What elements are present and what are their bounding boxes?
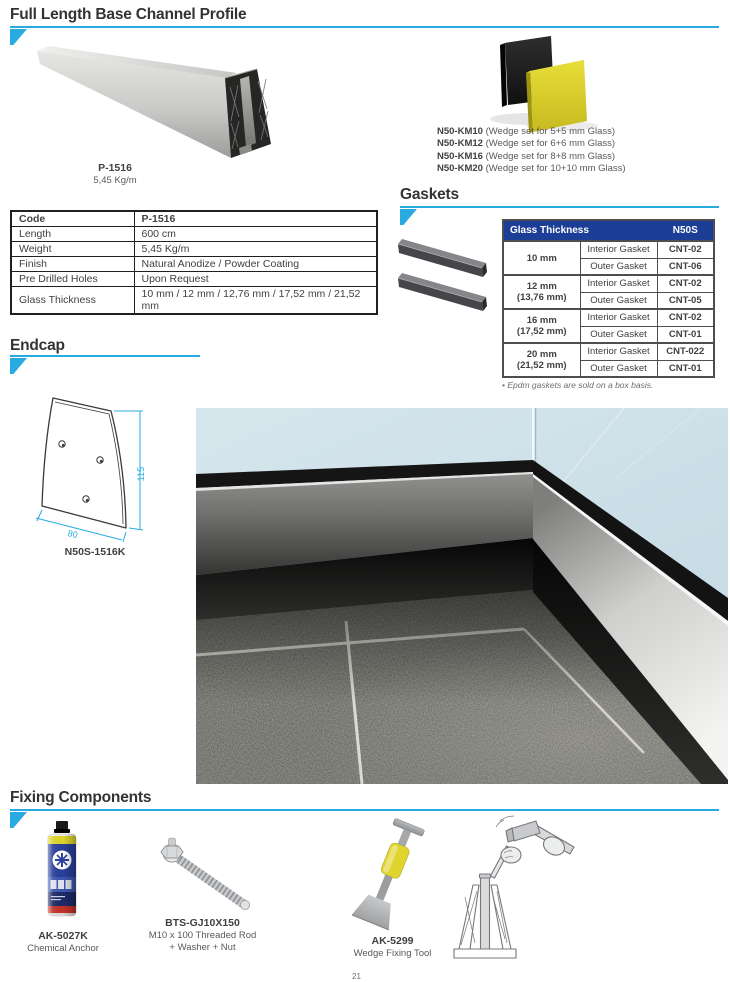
fixing-item-caption [345, 935, 440, 960]
wedge-set-item: N50-KM10 (Wedge set for 5+5 mm Glass) [437, 126, 616, 137]
fixing-item-desc: + Washer + Nut [169, 942, 236, 953]
spec-value: Upon Request [134, 272, 377, 287]
wedge-set-item: N50-KM20 (Wedge set for 10+10 mm Glass) [437, 163, 626, 175]
fixing-item-desc: Chemical Anchor [27, 943, 99, 954]
wedge-set-image [478, 33, 608, 133]
gasket-code-cell: CNT-02 [657, 241, 714, 258]
gasket-code-cell: CNT-05 [657, 292, 714, 309]
chemical-anchor-image [44, 820, 80, 920]
profile-code: P-1516 [98, 162, 132, 174]
gasket-strip [398, 239, 487, 277]
gaskets-title: Gaskets [400, 186, 459, 203]
installation-photo [196, 408, 728, 784]
gasket-code-cell: CNT-01 [657, 360, 714, 377]
table-row [11, 242, 377, 257]
spec-value: 600 cm [134, 227, 377, 242]
thickness-cell: 10 mm [503, 241, 580, 275]
page-number: 21 [352, 972, 361, 981]
fixing-item-desc: M10 x 100 Threaded Rod [148, 930, 257, 941]
endcap-flag [10, 358, 27, 374]
table-row [11, 227, 377, 242]
gaskets-rule [400, 206, 719, 208]
gasket-type-cell: Interior Gasket [580, 241, 657, 258]
fixing-item-code: BTS-GJ10X150 [165, 917, 240, 929]
endcap-drawing [30, 386, 160, 544]
table-row [503, 275, 714, 292]
clamp-cross-section [454, 874, 516, 958]
yellow-wedge-plate [526, 60, 587, 133]
endcap-title: Endcap [10, 337, 65, 354]
gasket-type-cell: Outer Gasket [580, 258, 657, 275]
thickness-cell: 20 mm (21,52 mm) [503, 343, 580, 377]
gasket-strip [398, 273, 487, 311]
gasket-code-cell: CNT-02 [657, 309, 714, 326]
tool-body [352, 817, 427, 930]
col-series: N50S [657, 220, 714, 241]
spec-value: Natural Anodize / Powder Coating [134, 257, 377, 272]
fixing-item-code: AK-5027K [38, 930, 88, 942]
gasket-code-cell: CNT-02 [657, 275, 714, 292]
spec-label: Code [11, 211, 134, 227]
gasket-type-cell: Outer Gasket [580, 292, 657, 309]
gaskets-footnote: • Epdm gaskets are sold on a box basis. [502, 380, 654, 390]
fixing-flag [10, 812, 27, 828]
gasket-type-cell: Outer Gasket [580, 360, 657, 377]
spec-label: Length [11, 227, 134, 242]
fixing-item-code: AK-5299 [371, 935, 414, 947]
table-row [11, 272, 377, 287]
gasket-type-cell: Interior Gasket [580, 309, 657, 326]
table-row [503, 309, 714, 326]
gasket-strips-image [396, 224, 501, 339]
gasket-code-cell: CNT-01 [657, 326, 714, 343]
gasket-type-cell: Interior Gasket [580, 343, 657, 360]
profile-weight: 5,45 Kg/m [93, 175, 137, 186]
profile-spec-table [10, 210, 378, 315]
spec-value: P-1516 [134, 211, 377, 227]
dim-height-label: 115 [136, 466, 146, 482]
table-header-row [503, 220, 714, 241]
base-channel-profile-image [25, 45, 335, 170]
col-glass-thickness: Glass Thickness [503, 220, 657, 241]
dim-width-label: 80 [66, 528, 79, 541]
endcap-outline [42, 398, 126, 528]
profile-caption [50, 162, 180, 187]
gasket-code-cell: CNT-022 [657, 343, 714, 360]
table-row [11, 287, 377, 315]
title-rule [10, 26, 719, 28]
tool-and-hammer [491, 816, 575, 878]
page-title: Full Length Base Channel Profile [10, 6, 247, 23]
spec-value: 5,45 Kg/m [134, 242, 377, 257]
fixing-item-caption [8, 930, 118, 955]
wedge-fixing-tool-image [352, 816, 427, 931]
wedge-set-list [437, 126, 626, 176]
table-row [503, 241, 714, 258]
gasket-type-cell: Outer Gasket [580, 326, 657, 343]
thickness-cell: 16 mm (17,52 mm) [503, 309, 580, 343]
thickness-cell: 12 mm (13,76 mm) [503, 275, 580, 309]
fixing-rule [10, 809, 719, 811]
profile-bar [37, 46, 271, 158]
gasket-code-cell: CNT-06 [657, 258, 714, 275]
wedge-installation-illustration [448, 813, 583, 965]
endcap-rule [10, 355, 200, 357]
spec-label: Finish [11, 257, 134, 272]
fixing-item-caption [140, 917, 265, 954]
wedge-set-item: N50-KM12 (Wedge set for 6+6 mm Glass) [437, 138, 616, 150]
table-row [11, 211, 377, 227]
endcap-code: N50S-1516K [64, 546, 126, 558]
fixing-item-desc: Wedge Fixing Tool [353, 948, 432, 959]
table-row [503, 343, 714, 360]
fixing-title: Fixing Components [10, 789, 152, 806]
spec-label: Pre Drilled Holes [11, 272, 134, 287]
gasket-type-cell: Interior Gasket [580, 275, 657, 292]
table-row [11, 257, 377, 272]
spec-label: Glass Thickness [11, 287, 134, 315]
gaskets-table [502, 219, 715, 378]
gaskets-flag [400, 209, 417, 225]
title-flag [10, 29, 27, 45]
wedge-set-item: N50-KM16 (Wedge set for 8+8 mm Glass) [437, 150, 616, 162]
threaded-rod-image [150, 833, 255, 918]
spec-label: Weight [11, 242, 134, 257]
endcap-caption [30, 546, 160, 559]
spec-value: 10 mm / 12 mm / 12,76 mm / 17,52 mm / 21,52 mm [134, 287, 377, 315]
